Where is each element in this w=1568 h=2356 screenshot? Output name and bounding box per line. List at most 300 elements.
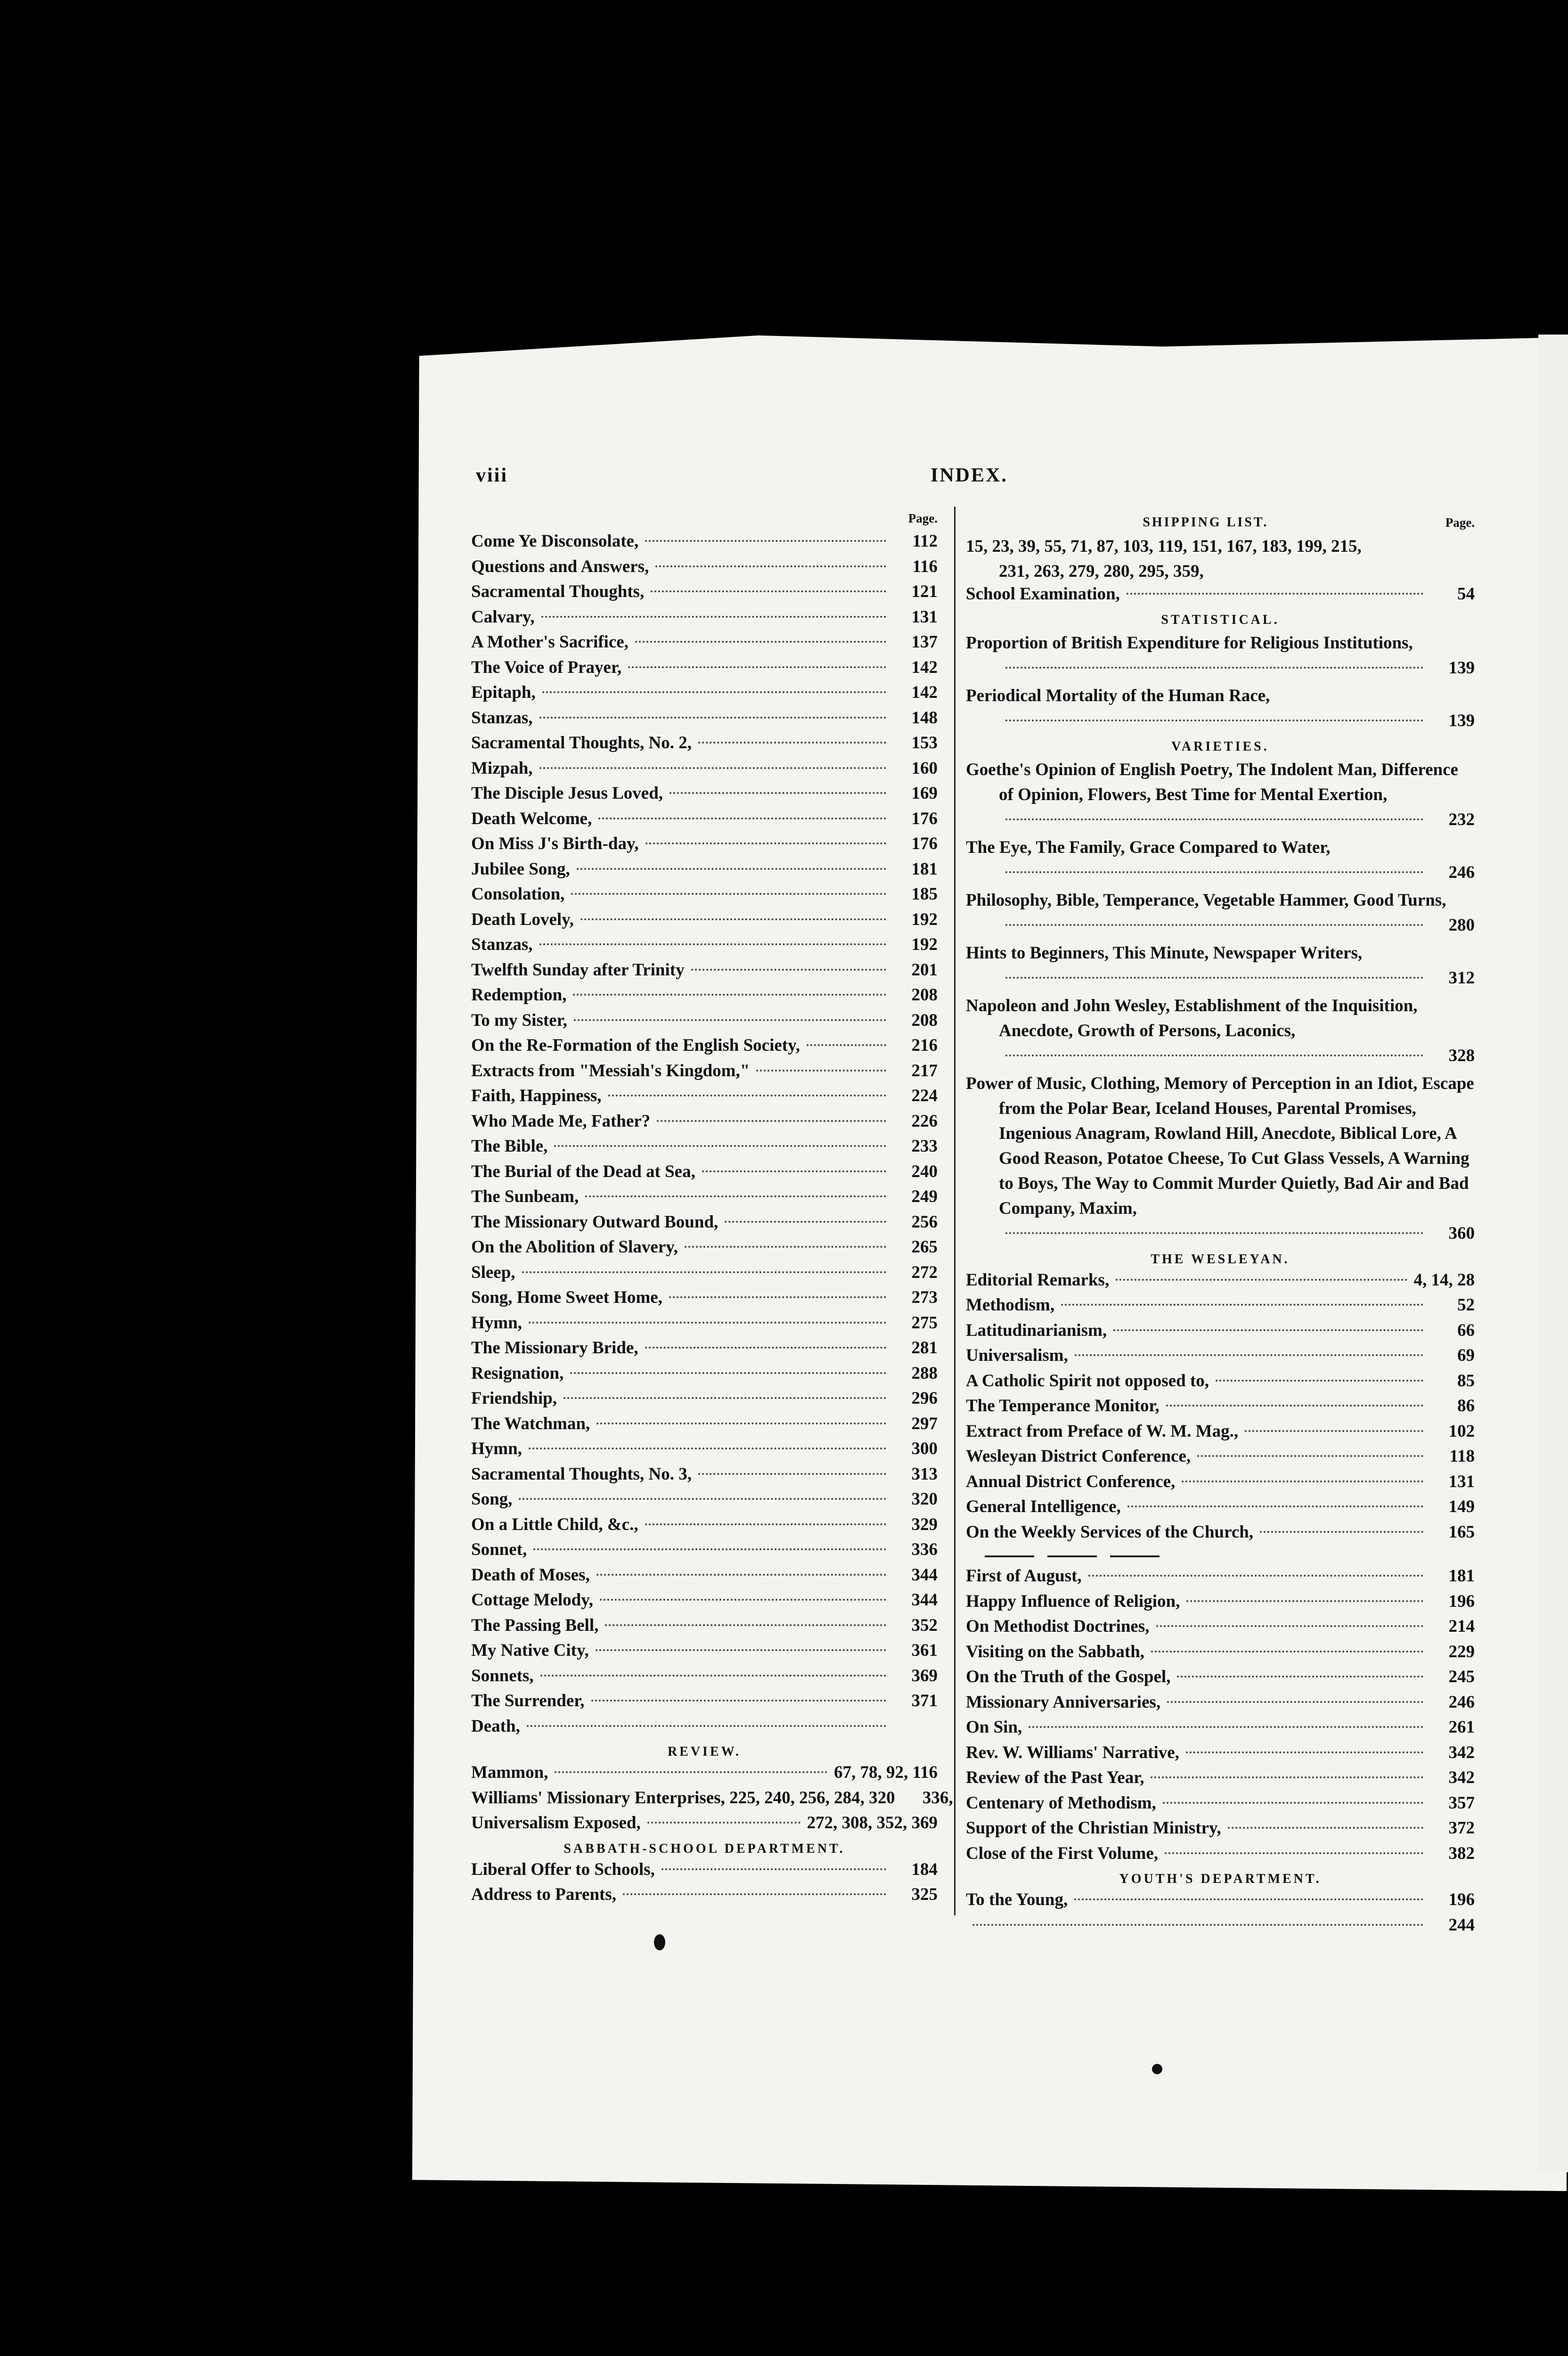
list-item bbox=[471, 859, 938, 884]
dot-leader bbox=[1005, 667, 1423, 669]
entry-page: 256 bbox=[911, 1212, 938, 1232]
list-item bbox=[471, 581, 938, 607]
dot-leader bbox=[1088, 1575, 1423, 1577]
entry-title: On the Abolition of Slavery, bbox=[471, 1237, 678, 1257]
right-column bbox=[966, 511, 1475, 1940]
list-item bbox=[966, 1692, 1475, 1718]
dot-leader bbox=[1005, 720, 1423, 721]
entry-title: Goethe's Opinion of English Poetry, The Indolent Man, Difference of Opinion, Flowers, Best Time for Mental Exertion, bbox=[966, 760, 1458, 804]
entry-title: On the Truth of the Gospel, bbox=[966, 1667, 1171, 1686]
dot-leader bbox=[1216, 1380, 1423, 1382]
entry-title: Close of the First Volume, bbox=[966, 1843, 1158, 1863]
dot-leader bbox=[628, 666, 886, 668]
entry-page: 181 bbox=[911, 859, 938, 879]
dot-leader bbox=[1177, 1676, 1423, 1677]
dot-leader bbox=[1061, 1304, 1423, 1306]
dot-leader bbox=[1075, 1354, 1423, 1356]
entry-page: 313 bbox=[911, 1464, 938, 1484]
statistical-heading: STATISTICAL. bbox=[1161, 612, 1280, 627]
page-label-left: Page. bbox=[908, 511, 938, 525]
entry-title: Williams' Missionary Enterprises, 225, 240, 256, 284, 320 bbox=[471, 1788, 895, 1808]
youth-list bbox=[966, 1890, 1475, 1940]
dot-leader bbox=[1127, 1505, 1423, 1507]
page-label-right: Page. bbox=[1445, 515, 1475, 530]
list-item bbox=[471, 1640, 938, 1666]
dot-leader bbox=[670, 792, 886, 794]
entry-title: Death, bbox=[471, 1716, 520, 1736]
entry-title: Stanzas, bbox=[471, 708, 533, 728]
entry-page: 196 bbox=[1448, 1890, 1475, 1909]
dot-leader bbox=[1005, 924, 1423, 926]
list-item bbox=[966, 1591, 1475, 1617]
entry-page: 272, 308, 352, 369 bbox=[807, 1813, 938, 1832]
entry-page: 149 bbox=[1448, 1497, 1475, 1516]
entry-title: Extract from Preface of W. M. Mag., bbox=[966, 1421, 1239, 1441]
entry-title: Cottage Melody, bbox=[471, 1590, 593, 1610]
dot-leader bbox=[1029, 1726, 1423, 1728]
entry-title: The Burial of the Dead at Sea, bbox=[471, 1162, 695, 1181]
dot-leader bbox=[807, 1044, 886, 1046]
entry-page: 280 bbox=[1448, 915, 1475, 935]
entry-title: Sonnets, bbox=[471, 1666, 534, 1685]
entry-title: Who Made Me, Father? bbox=[471, 1111, 651, 1131]
entry-title: Hymn, bbox=[471, 1439, 522, 1458]
entry-page: 297 bbox=[911, 1414, 938, 1433]
list-item bbox=[471, 1237, 938, 1262]
dot-leader bbox=[623, 1893, 886, 1895]
entry-page: 360 bbox=[1448, 1223, 1475, 1243]
list-item bbox=[471, 733, 938, 758]
entry-title: The Bible, bbox=[471, 1137, 548, 1156]
dot-leader bbox=[1005, 818, 1423, 820]
dot-leader bbox=[1005, 1055, 1423, 1056]
entry-page: 118 bbox=[1449, 1447, 1475, 1466]
list-item bbox=[966, 1616, 1475, 1642]
entry-title: Centenary of Methodism, bbox=[966, 1793, 1156, 1813]
entry-page: 216 bbox=[911, 1036, 938, 1055]
review-list bbox=[471, 1762, 953, 1838]
entry-page: 342 bbox=[1448, 1768, 1475, 1787]
list-item bbox=[966, 1446, 1475, 1472]
dot-leader bbox=[529, 1322, 886, 1324]
list-item bbox=[471, 1859, 938, 1885]
entry-page: 192 bbox=[911, 935, 938, 954]
dot-leader bbox=[542, 691, 886, 693]
dot-leader bbox=[635, 641, 886, 643]
entry-title: The Sunbeam, bbox=[471, 1187, 579, 1206]
entry-title: Sleep, bbox=[471, 1262, 515, 1282]
dot-leader bbox=[580, 918, 886, 920]
dot-leader bbox=[655, 565, 886, 567]
list-item bbox=[471, 1489, 938, 1514]
entry-page: 232 bbox=[1448, 810, 1475, 829]
list-item bbox=[471, 1464, 938, 1489]
entry-page: 142 bbox=[911, 683, 938, 702]
entry-title: To the Young, bbox=[966, 1890, 1068, 1909]
dot-leader bbox=[540, 1675, 886, 1677]
wesleyan-list bbox=[966, 1270, 1475, 1547]
list-item bbox=[471, 1388, 938, 1414]
entry-title: Address to Parents, bbox=[471, 1885, 616, 1904]
dot-leader bbox=[571, 893, 886, 895]
entry-title: Calvary, bbox=[471, 607, 535, 627]
entry-title: To my Sister, bbox=[471, 1010, 567, 1030]
list-item bbox=[966, 993, 1475, 1068]
entry-page: 85 bbox=[1457, 1371, 1475, 1391]
entry-title: Song, bbox=[471, 1489, 513, 1509]
dot-leader bbox=[564, 1397, 886, 1399]
entry-title: Universalism Exposed, bbox=[471, 1813, 641, 1832]
list-item bbox=[966, 1793, 1475, 1818]
list-item bbox=[471, 1691, 938, 1716]
entry-page: 372 bbox=[1448, 1818, 1475, 1838]
youth-heading: YOUTH'S DEPARTMENT. bbox=[1119, 1872, 1322, 1886]
dot-leader bbox=[1074, 1898, 1423, 1900]
entry-title: The Disciple Jesus Loved, bbox=[471, 784, 663, 803]
entry-title: The Temperance Monitor, bbox=[966, 1396, 1160, 1415]
entry-page: 329 bbox=[911, 1514, 938, 1534]
list-item bbox=[471, 1813, 938, 1838]
dot-leader bbox=[522, 1271, 886, 1273]
entry-page: 352 bbox=[911, 1615, 938, 1635]
list-item bbox=[471, 1666, 938, 1691]
entry-page: 137 bbox=[911, 632, 938, 652]
entry-page: 131 bbox=[1448, 1472, 1475, 1491]
dot-leader bbox=[651, 590, 886, 592]
list-item bbox=[471, 783, 938, 809]
list-item bbox=[966, 1915, 1475, 1940]
dot-leader bbox=[1197, 1455, 1423, 1457]
entry-page: 312 bbox=[1448, 968, 1475, 988]
list-item bbox=[471, 1086, 938, 1111]
entry-page: 67, 78, 92, 116 bbox=[834, 1763, 938, 1782]
wesleyan-heading: THE WESLEYAN. bbox=[1151, 1252, 1290, 1267]
entry-page: 121 bbox=[911, 582, 938, 601]
entry-title: Napoleon and John Wesley, Establishment of the Inquisition, Anecdote, Growth of Persons, Laconics, bbox=[966, 996, 1418, 1040]
entry-page: 52 bbox=[1457, 1295, 1475, 1315]
entry-title: General Intelligence, bbox=[966, 1497, 1121, 1516]
entry-page: 112 bbox=[912, 532, 938, 551]
entry-title: On Methodist Doctrines, bbox=[966, 1617, 1150, 1636]
dot-leader bbox=[1186, 1751, 1423, 1753]
entry-title: On Sin, bbox=[966, 1718, 1022, 1737]
entry-title: On the Re-Formation of the English Society, bbox=[471, 1036, 800, 1055]
list-item bbox=[471, 1716, 938, 1742]
entry-title: Methodism, bbox=[966, 1295, 1055, 1315]
entry-page: 169 bbox=[911, 784, 938, 803]
entry-title: Happy Influence of Religion, bbox=[966, 1591, 1180, 1611]
list-item bbox=[471, 1788, 953, 1813]
list-item bbox=[471, 1212, 938, 1237]
list-item bbox=[966, 1742, 1475, 1768]
entry-title: The Missionary Bride, bbox=[471, 1338, 638, 1358]
entry-title: On a Little Child, &c., bbox=[471, 1514, 638, 1534]
entry-title: Resignation, bbox=[471, 1363, 564, 1383]
section-rule bbox=[985, 1547, 1475, 1566]
entry-page: 86 bbox=[1457, 1396, 1475, 1415]
list-item bbox=[471, 682, 938, 708]
entry-title: A Catholic Spirit not opposed to, bbox=[966, 1371, 1209, 1391]
list-item bbox=[471, 1762, 938, 1788]
dot-leader bbox=[645, 1523, 886, 1525]
entry-page: 273 bbox=[911, 1288, 938, 1307]
list-item bbox=[471, 934, 938, 960]
dot-leader bbox=[608, 1095, 886, 1096]
column-divider bbox=[954, 507, 956, 1915]
entry-page: 139 bbox=[1448, 658, 1475, 678]
dot-leader bbox=[972, 1924, 1423, 1926]
entry-title: On the Weekly Services of the Church, bbox=[966, 1522, 1254, 1542]
list-item bbox=[471, 1186, 938, 1212]
entry-page: 296 bbox=[911, 1389, 938, 1408]
list-item bbox=[471, 1010, 938, 1036]
entry-title: Twelfth Sunday after Trinity bbox=[471, 960, 685, 980]
review-heading: REVIEW. bbox=[667, 1744, 742, 1759]
entry-title: Power of Music, Clothing, Memory of Perception in an Idiot, Escape from the Polar Bear, Iceland Houses, Parental Promises, Ingenious Anagram, Rowland Hill, Anecdote, Biblical Lore, A Good Reason, Potatoe Cheese, To Cut Glass Vessels, A Warning to Boys, The Way to Commit Murder Quietly, Bad Air and Bad Company, Maxim, bbox=[966, 1073, 1474, 1218]
list-item bbox=[966, 1396, 1475, 1421]
entry-page: 208 bbox=[911, 985, 938, 1005]
entry-page: 369 bbox=[911, 1666, 938, 1685]
dot-leader bbox=[685, 1246, 886, 1248]
entry-title: Death of Moses, bbox=[471, 1565, 590, 1585]
list-item bbox=[966, 1345, 1475, 1371]
entry-title: The Passing Bell, bbox=[471, 1615, 599, 1635]
entry-title: Visiting on the Sabbath, bbox=[966, 1642, 1145, 1661]
dot-leader bbox=[519, 1498, 886, 1500]
dot-leader bbox=[645, 843, 886, 844]
dot-leader bbox=[1260, 1531, 1423, 1533]
entry-page: 382 bbox=[1448, 1843, 1475, 1863]
dot-leader bbox=[1186, 1600, 1423, 1602]
dot-leader bbox=[645, 540, 886, 542]
list-item bbox=[966, 1320, 1475, 1346]
list-item bbox=[966, 630, 1475, 680]
entry-page: 192 bbox=[911, 909, 938, 929]
dot-leader bbox=[527, 1725, 886, 1727]
entry-title: My Native City, bbox=[471, 1641, 589, 1660]
dot-leader bbox=[555, 1771, 827, 1773]
list-item bbox=[966, 1890, 1475, 1915]
entry-title: Mizpah, bbox=[471, 758, 533, 778]
dot-leader bbox=[669, 1296, 886, 1298]
dot-leader bbox=[541, 616, 886, 618]
sabbath-school-heading: SABBATH-SCHOOL DEPARTMENT. bbox=[564, 1841, 845, 1856]
entry-page: 249 bbox=[911, 1187, 938, 1206]
entry-page: 342 bbox=[1448, 1742, 1475, 1762]
entry-title: Missionary Anniversaries, bbox=[966, 1692, 1161, 1712]
entry-title: Periodical Mortality of the Human Race, bbox=[966, 686, 1270, 705]
list-item bbox=[966, 1667, 1475, 1692]
list-item bbox=[471, 531, 938, 556]
entry-page: 288 bbox=[911, 1363, 938, 1383]
list-item bbox=[471, 809, 938, 834]
entry-page: 244 bbox=[1448, 1915, 1475, 1935]
page-title: INDEX. bbox=[931, 465, 1008, 486]
statistical-list bbox=[966, 630, 1475, 733]
dot-leader bbox=[1005, 871, 1423, 873]
entry-page: 116 bbox=[912, 556, 938, 576]
entry-page: 153 bbox=[911, 733, 938, 753]
entry-title: Death Welcome, bbox=[471, 809, 592, 828]
entry-page: 320 bbox=[911, 1489, 938, 1509]
entry-title: Extracts from "Messiah's Kingdom," bbox=[471, 1061, 750, 1080]
entry-title: Sonnet, bbox=[471, 1540, 527, 1559]
entry-title: A Mother's Sacrifice, bbox=[471, 632, 629, 652]
entry-page: 208 bbox=[911, 1010, 938, 1030]
entry-page: 272 bbox=[911, 1262, 938, 1282]
entry-title: Mammon, bbox=[471, 1763, 548, 1782]
dot-leader bbox=[1113, 1329, 1423, 1331]
dot-leader bbox=[1151, 1651, 1423, 1652]
wesleyan-list-continued bbox=[966, 1566, 1475, 1868]
list-item bbox=[471, 1884, 938, 1910]
list-item bbox=[966, 1843, 1475, 1869]
entry-title: Review of the Past Year, bbox=[966, 1768, 1144, 1787]
list-item bbox=[966, 1566, 1475, 1591]
dot-leader bbox=[539, 717, 886, 719]
entry-title: Philosophy, Bible, Temperance, Vegetable Hammer, Good Turns, bbox=[966, 890, 1446, 910]
left-column bbox=[471, 511, 953, 1910]
adjacent-page-edge bbox=[1538, 335, 1568, 2172]
entry-title: Redemption, bbox=[471, 985, 567, 1005]
dot-leader bbox=[605, 1624, 886, 1626]
list-item bbox=[471, 1287, 938, 1313]
dot-leader bbox=[1166, 1405, 1423, 1407]
entry-title: Stanzas, bbox=[471, 935, 533, 954]
entry-page: 4, 14, 28 bbox=[1413, 1270, 1475, 1290]
list-item bbox=[966, 941, 1475, 990]
dot-leader bbox=[554, 1145, 886, 1147]
entry-title: The Watchman, bbox=[471, 1414, 590, 1433]
dot-leader bbox=[1245, 1430, 1423, 1432]
entry-title: Wesleyan District Conference, bbox=[966, 1447, 1191, 1466]
entry-page: 275 bbox=[911, 1313, 938, 1333]
dot-leader bbox=[1228, 1827, 1423, 1829]
dot-leader bbox=[647, 1822, 800, 1824]
entry-page: 246 bbox=[1448, 862, 1475, 882]
list-item bbox=[471, 884, 938, 909]
entry-page: 371 bbox=[911, 1691, 938, 1710]
entry-title: Latitudinarianism, bbox=[966, 1320, 1107, 1340]
dot-leader bbox=[1151, 1776, 1423, 1778]
list-item bbox=[471, 758, 938, 784]
entry-title: Editorial Remarks, bbox=[966, 1270, 1110, 1290]
entry-page: 245 bbox=[1448, 1667, 1475, 1686]
entry-title: The Eye, The Family, Grace Compared to Water, bbox=[966, 837, 1331, 857]
list-item bbox=[471, 1162, 938, 1187]
entry-title: Faith, Happiness, bbox=[471, 1086, 602, 1105]
dot-leader bbox=[657, 1120, 886, 1122]
list-item bbox=[471, 1035, 938, 1061]
entry-title: Hints to Beginners, This Minute, Newspaper Writers, bbox=[966, 943, 1363, 963]
entry-title: Sacramental Thoughts, No. 2, bbox=[471, 733, 692, 753]
list-item bbox=[966, 1421, 1475, 1447]
list-item bbox=[966, 888, 1475, 938]
list-item bbox=[471, 1414, 938, 1439]
entry-page: 325 bbox=[911, 1885, 938, 1904]
entry-page: 300 bbox=[911, 1439, 938, 1458]
entry-page: 240 bbox=[911, 1162, 938, 1181]
dot-leader bbox=[529, 1448, 886, 1449]
list-item bbox=[966, 1295, 1475, 1320]
entry-page: 201 bbox=[911, 960, 938, 980]
list-item bbox=[471, 1338, 938, 1363]
ink-blot bbox=[654, 1934, 665, 1950]
dot-leader bbox=[756, 1070, 886, 1072]
poetry-list bbox=[471, 531, 938, 1741]
entry-page: 181 bbox=[1448, 1566, 1475, 1586]
entry-title: Friendship, bbox=[471, 1389, 557, 1408]
entry-page: 165 bbox=[1448, 1522, 1475, 1542]
dot-leader bbox=[574, 1019, 886, 1021]
dot-leader bbox=[598, 818, 886, 819]
list-item bbox=[471, 1565, 938, 1590]
entry-page: 139 bbox=[1448, 711, 1475, 730]
dot-leader bbox=[591, 1700, 886, 1702]
list-item bbox=[471, 1262, 938, 1288]
entry-page: 344 bbox=[911, 1565, 938, 1585]
list-item bbox=[471, 1313, 938, 1338]
entry-title: On Miss J's Birth-day, bbox=[471, 834, 639, 853]
list-item bbox=[966, 1497, 1475, 1522]
dot-leader bbox=[533, 1548, 886, 1550]
dot-leader bbox=[702, 1170, 886, 1172]
entry-title: Annual District Conference, bbox=[966, 1472, 1176, 1491]
entry-title: Proportion of British Expenditure for Religious Institutions, bbox=[966, 633, 1413, 653]
dot-leader bbox=[645, 1347, 886, 1349]
dot-leader bbox=[662, 1868, 886, 1870]
dot-leader bbox=[1156, 1625, 1424, 1627]
entry-page: 196 bbox=[1448, 1591, 1475, 1611]
list-item bbox=[966, 835, 1475, 885]
dot-leader bbox=[1165, 1852, 1423, 1854]
list-item bbox=[471, 1136, 938, 1162]
sabbath-school-list bbox=[471, 1859, 938, 1910]
entry-title: Song, Home Sweet Home, bbox=[471, 1288, 662, 1307]
list-item bbox=[966, 1767, 1475, 1793]
list-item bbox=[471, 657, 938, 683]
list-item bbox=[966, 1717, 1475, 1742]
list-item bbox=[471, 1439, 938, 1464]
varieties-heading: VARIETIES. bbox=[1171, 739, 1269, 754]
entry-title: Consolation, bbox=[471, 884, 565, 904]
entry-page: 246 bbox=[1448, 1692, 1475, 1712]
entry-title: Sacramental Thoughts, No. 3, bbox=[471, 1464, 692, 1484]
dot-leader bbox=[539, 767, 886, 769]
list-item bbox=[471, 556, 938, 582]
entry-page: 361 bbox=[911, 1641, 938, 1660]
list-item bbox=[966, 1371, 1475, 1396]
entry-title: Epitaph, bbox=[471, 683, 536, 702]
entry-page: 66 bbox=[1457, 1320, 1475, 1340]
entry-title: Come Ye Disconsolate, bbox=[471, 532, 639, 551]
entry-title: Questions and Answers, bbox=[471, 556, 649, 576]
entry-page: 233 bbox=[911, 1137, 938, 1156]
dot-leader bbox=[596, 1649, 886, 1651]
entry-page: 357 bbox=[1448, 1793, 1475, 1813]
list-item bbox=[966, 1270, 1475, 1295]
page-number: viii bbox=[476, 465, 508, 486]
list-item: School Examination, 54 bbox=[966, 584, 1475, 604]
entry-page: 160 bbox=[911, 758, 938, 778]
list-item bbox=[966, 1642, 1475, 1667]
entry-page: 224 bbox=[911, 1086, 938, 1105]
dot-leader bbox=[600, 1599, 886, 1601]
list-item bbox=[471, 607, 938, 632]
entry-title: The Voice of Prayer, bbox=[471, 657, 622, 677]
entry-page: 176 bbox=[911, 809, 938, 828]
dot-leader bbox=[596, 1423, 886, 1424]
